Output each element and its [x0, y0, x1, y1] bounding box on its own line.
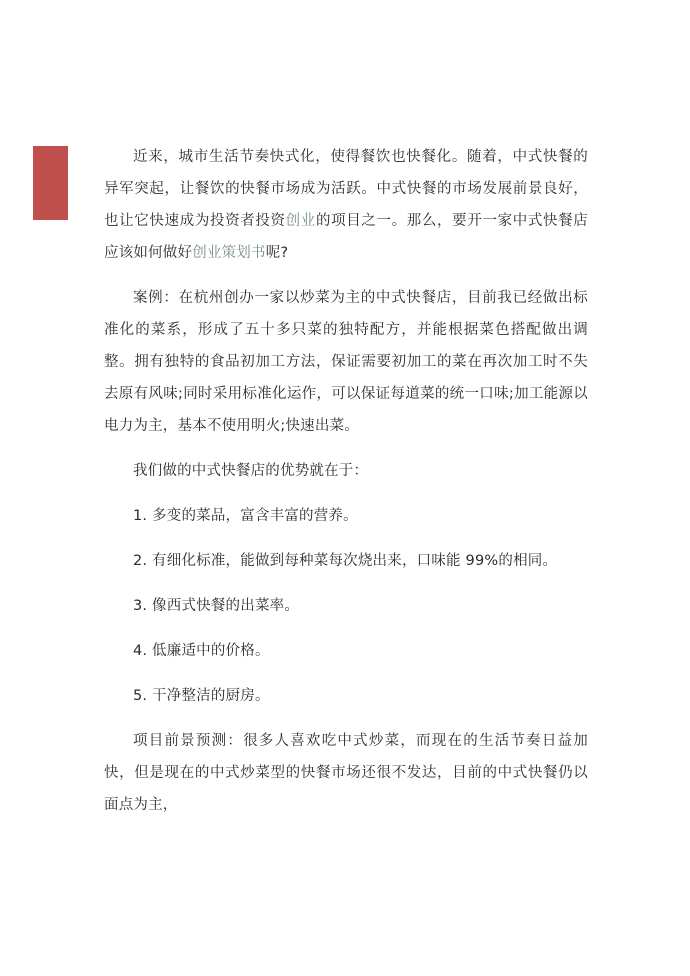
intro-text-part3: 呢? [265, 245, 289, 261]
advantage-item-5: 5. 干净整洁的厨房。 [133, 688, 270, 704]
startup-link[interactable]: 创业 [285, 213, 316, 229]
case-paragraph: 案例：在杭州创办一家以炒菜为主的中式快餐店，目前我已经做出标准化的菜系，形成了五十多只菜的独特配方，并能根据菜色搭配做出调整。拥有独特的食品初加工方法，保证需要初加工的菜在再次加工时不失去原有风味;同时采用标准化运作，可以保证每道菜的统一口味;加工能源以电力为主，基本不使用明火;快速出菜。 [104, 290, 588, 434]
advantage-item-2: 2. 有细化标准，能做到每种菜每次烧出来，口味能 99%的相同。 [133, 553, 558, 569]
outlook-paragraph: 项目前景预测：很多人喜欢吃中式炒菜，而现在的生活节奏日益加快，但是现在的中式炒菜型的快餐市场还很不发达，目前的中式快餐仍以面点为主， [104, 733, 588, 813]
business-plan-link[interactable]: 创业策划书 [192, 245, 266, 261]
intro-text-part1: 近来，城市生活节奏快式化，使得餐饮也快餐化。随着，中式快餐的异军突起，让餐饮的快餐市场成为活跃。中式快餐的市场发展前景良好，也让它快速成为投资者投资 [104, 149, 588, 229]
intro-paragraph [104, 141, 588, 269]
advantage-item-1: 1. 多变的菜品，富含丰富的营养。 [133, 508, 358, 524]
advantage-item-3: 3. 像西式快餐的出菜率。 [133, 598, 300, 614]
document-body [104, 141, 588, 834]
advantage-item-4: 4. 低廉适中的价格。 [133, 643, 270, 659]
decorative-side-bar [33, 146, 68, 220]
intro-text-part2: 的项目之一。那么，要开一家中式快餐店应该如何做好 [104, 213, 588, 261]
advantages-intro: 我们做的中式快餐店的优势就在于： [133, 463, 369, 479]
